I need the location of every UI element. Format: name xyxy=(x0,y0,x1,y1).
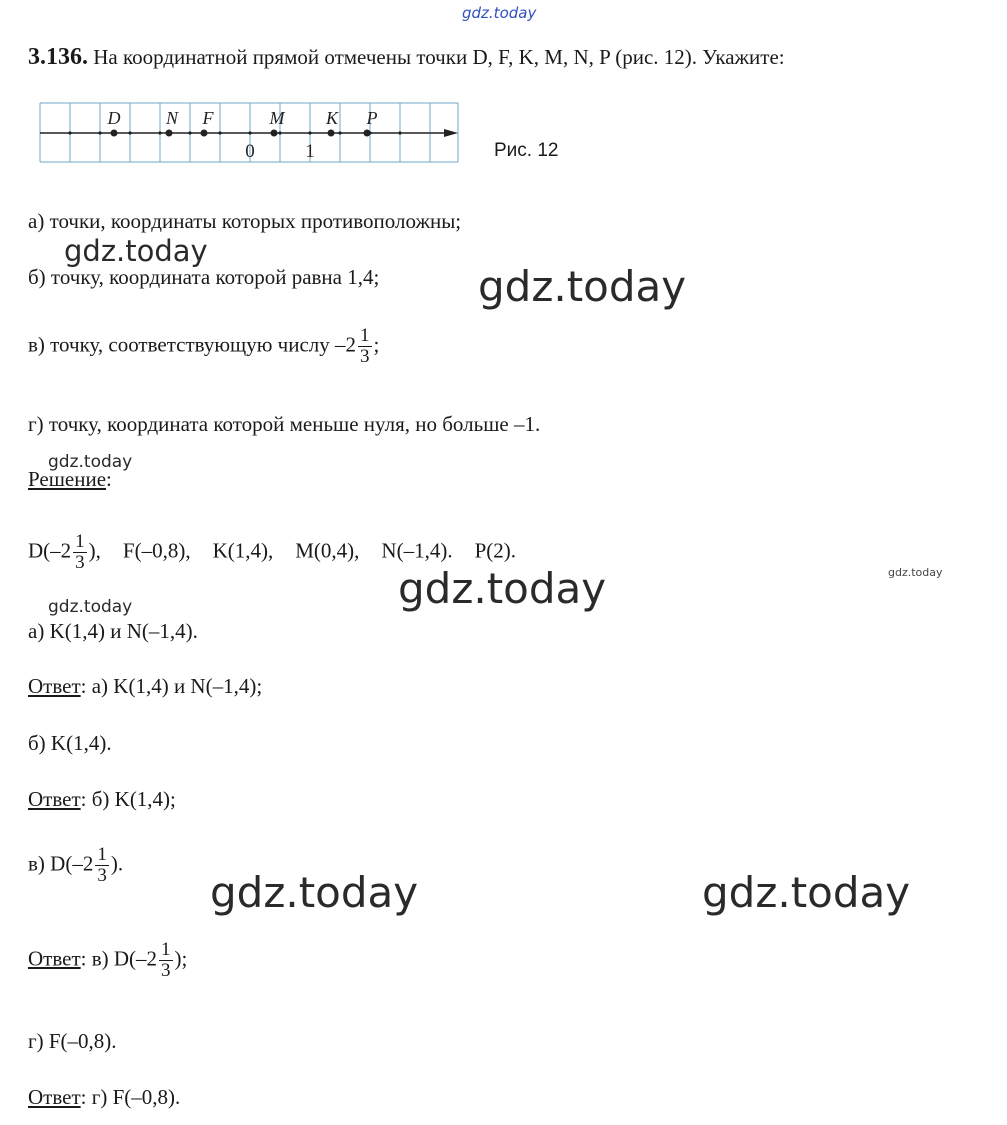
point-m xyxy=(271,130,278,137)
task-v xyxy=(28,326,379,367)
solution-coordinates: D(–2 $\frac{1}{3}$ ), F(–0,8), K(1,4), M(0,4), N(–1,4). P(2). xyxy=(28,531,516,573)
watermark: gdz.today xyxy=(64,234,208,268)
solution-heading-text: Решение xyxy=(28,467,107,491)
task-g: г) точку, координата которой меньше нуля, но больше –1. xyxy=(28,412,541,436)
problem-text: На координатной прямой отмечены точки D, F, K, M, N, P (рис. 12). Укажите: xyxy=(93,45,785,69)
point-k xyxy=(328,130,335,137)
coord-f: F(–0,8), xyxy=(122,538,191,563)
answer-label: Ответ xyxy=(28,674,81,698)
label-p: P xyxy=(366,108,378,128)
solution-heading: Решение: xyxy=(28,467,112,491)
point-d xyxy=(111,130,118,137)
watermark-top: gdz.today xyxy=(462,4,537,22)
figure-caption: Рис. 12 xyxy=(494,140,559,161)
watermark: gdz.today xyxy=(888,566,943,579)
problem-number: 3.136. xyxy=(28,44,88,70)
fraction: $\frac{1}{3}$ xyxy=(161,939,171,981)
tick-label-1: 1 xyxy=(305,141,315,162)
task-b: б) точку, координата которой равна 1,4; xyxy=(28,265,380,289)
coord-d: D(–2 xyxy=(28,538,72,563)
problem-statement xyxy=(28,44,785,70)
watermark: gdz.today xyxy=(48,452,133,472)
label-n: N xyxy=(165,108,179,128)
coord-n: N(–1,4). xyxy=(381,538,453,563)
coord-p: P(2). xyxy=(474,538,516,563)
solution-v: в) D(–2 $\frac{1}{3}$ ). xyxy=(28,844,124,886)
solution-g: г) F(–0,8). xyxy=(28,1029,117,1053)
task-a: а) точки, координаты которых противоположны; xyxy=(28,209,462,233)
axis-arrow xyxy=(444,129,458,137)
coord-m: M(0,4), xyxy=(295,538,360,563)
label-d: D xyxy=(107,108,121,128)
fraction: $\frac{1}{3}$ xyxy=(75,531,85,573)
answer-label: Ответ xyxy=(28,787,81,811)
tick-label-0: 0 xyxy=(245,141,255,162)
label-m: M xyxy=(269,108,285,128)
answer-label: Ответ xyxy=(28,1085,81,1109)
point-p xyxy=(364,130,371,137)
number-line-figure xyxy=(0,95,470,175)
coord-k: K(1,4), xyxy=(212,538,274,563)
task-v-end: ; xyxy=(373,332,380,357)
solution-a: а) K(1,4) и N(–1,4). xyxy=(28,619,198,643)
task-v-text: в) точку, соответствующую числу –2 xyxy=(28,332,356,357)
watermark: gdz.today xyxy=(48,597,133,617)
answer-label: Ответ xyxy=(28,946,81,971)
point-n xyxy=(166,130,173,137)
point-f xyxy=(201,130,208,137)
answer-b: Ответ: б) K(1,4); xyxy=(28,787,176,811)
fraction: $\frac{1}{3}$ xyxy=(97,844,107,886)
label-k: K xyxy=(325,108,339,128)
fraction: $\frac{1}{3}$ xyxy=(360,325,370,367)
label-f: F xyxy=(202,108,214,128)
answer-g: Ответ: г) F(–0,8). xyxy=(28,1085,181,1109)
answer-a: Ответ: а) K(1,4) и N(–1,4); xyxy=(28,674,263,698)
watermark: gdz.today xyxy=(210,868,419,917)
answer-v: Ответ: в) D(–2 $\frac{1}{3}$ ); xyxy=(28,939,188,981)
watermark: gdz.today xyxy=(702,868,911,917)
watermark: gdz.today xyxy=(398,564,607,613)
solution-b: б) K(1,4). xyxy=(28,731,112,755)
watermark: gdz.today xyxy=(478,262,687,311)
